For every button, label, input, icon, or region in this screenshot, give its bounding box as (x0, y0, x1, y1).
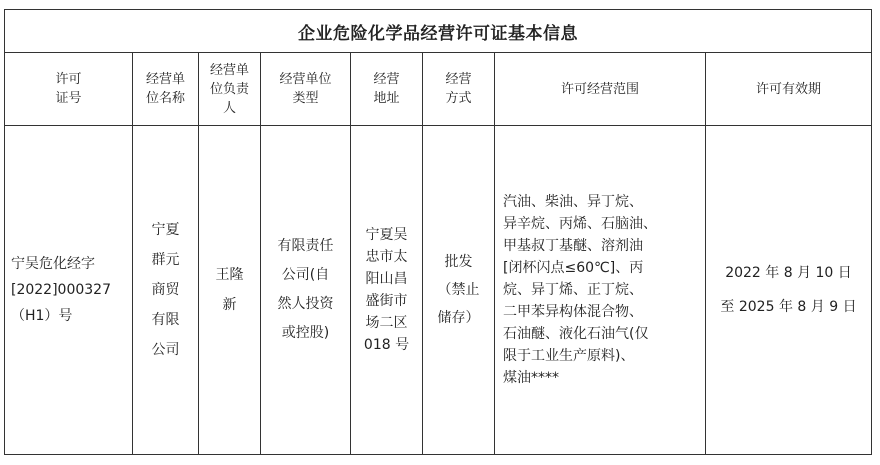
header-validity: 许可有效期 (706, 53, 872, 126)
header-license-no: 许可 证号 (5, 53, 133, 126)
cell-address: 宁夏吴 忠市太 阳山昌 盛街市 场二区 018 号 (351, 126, 423, 455)
cell-company-type: 有限责任 公司(自 然人投资 或控股) (261, 126, 351, 455)
table-row (5, 126, 872, 455)
license-info-table (4, 9, 872, 455)
header-company-name: 经营单 位名称 (133, 53, 199, 126)
cell-company-name: 宁夏 群元 商贸 有限 公司 (133, 126, 199, 455)
cell-scope: 汽油、柴油、异丁烷、 异辛烷、丙烯、石脑油、 甲基叔丁基醚、溶剂油 [闭杯闪点≤60℃]、丙 烷、异丁烯、正丁烷、 二甲苯异构体混合物、 石油醚、液化石油气(仅 限于工业生产原料)、 煤油**** (495, 126, 706, 455)
cell-person-in-charge: 王隆 新 (199, 126, 261, 455)
cell-method: 批发 （禁止 储存） (423, 126, 495, 455)
header-company-type: 经营单位 类型 (261, 53, 351, 126)
header-row (5, 53, 872, 126)
header-person-in-charge: 经营单 位负责 人 (199, 53, 261, 126)
header-address: 经营 地址 (351, 53, 423, 126)
table-title: 企业危险化学品经营许可证基本信息 (5, 10, 872, 53)
license-info-table-wrapper (4, 9, 872, 455)
header-scope: 许可经营范围 (495, 53, 706, 126)
cell-license-no: 宁吴危化经字 [2022]000327 （H1）号 (5, 126, 133, 455)
header-method: 经营 方式 (423, 53, 495, 126)
cell-validity: 2022 年 8 月 10 日 至 2025 年 8 月 9 日 (706, 126, 872, 455)
